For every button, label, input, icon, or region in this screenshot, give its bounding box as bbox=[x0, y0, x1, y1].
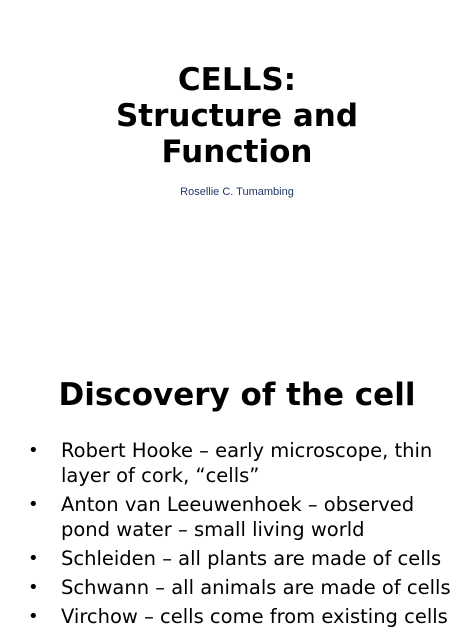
title-slide bbox=[0, 0, 474, 316]
bullet-marker: • bbox=[28, 548, 39, 569]
bullet-item bbox=[0, 575, 474, 600]
bullet-text: Virchow – cells come from existing cells bbox=[61, 605, 448, 628]
bullet-list bbox=[0, 438, 474, 633]
bullet-marker: • bbox=[28, 440, 39, 461]
bullet-item bbox=[0, 492, 474, 542]
bullet-text: Robert Hooke – early microscope, thin layer of cork, “cells” bbox=[61, 439, 433, 487]
bullet-marker: • bbox=[28, 577, 39, 598]
presentation-title bbox=[0, 62, 474, 170]
bullet-item bbox=[0, 438, 474, 488]
bullet-item bbox=[0, 604, 474, 629]
bullet-text: Schleiden – all plants are made of cells bbox=[61, 547, 442, 570]
author-name: Rosellie C. Tumambing bbox=[180, 186, 294, 198]
title-line-1: CELLS: bbox=[177, 62, 297, 98]
slide-heading: Discovery of the cell bbox=[58, 377, 416, 413]
bullet-item bbox=[0, 546, 474, 571]
content-slide bbox=[0, 316, 474, 632]
title-line-3: Function bbox=[161, 134, 313, 170]
bullet-text: Anton van Leeuwenhoek – observed pond water – small living world bbox=[61, 493, 415, 541]
title-line-2: Structure and bbox=[115, 98, 359, 134]
bullet-marker: • bbox=[28, 494, 39, 515]
bullet-text: Schwann – all animals are made of cells bbox=[61, 576, 451, 599]
bullet-marker: • bbox=[28, 606, 39, 627]
